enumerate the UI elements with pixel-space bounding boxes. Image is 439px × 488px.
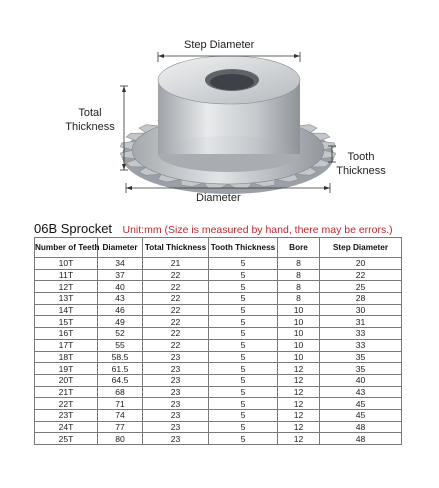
- table-cell: 48: [320, 433, 402, 445]
- table-row: [35, 269, 402, 281]
- table-cell: 12: [278, 421, 320, 433]
- table-row: [35, 258, 402, 270]
- table-cell: 19T: [35, 363, 98, 375]
- table-cell: 8: [278, 258, 320, 270]
- table-cell: 77: [98, 421, 143, 433]
- table-row: [35, 351, 402, 363]
- table-cell: 5: [209, 363, 278, 375]
- total-label-line2: Thickness: [65, 121, 115, 133]
- table-cell: 40: [98, 281, 143, 293]
- diameter-label: Diameter: [196, 192, 241, 204]
- tooth-label-line2: Thickness: [336, 165, 386, 177]
- table-cell: 43: [98, 293, 143, 305]
- table-cell: 22: [320, 269, 402, 281]
- table-cell: 22: [143, 316, 209, 328]
- table-cell: 33: [320, 339, 402, 351]
- table-cell: 80: [98, 433, 143, 445]
- table-cell: 12: [278, 363, 320, 375]
- total-label-line1: Total: [78, 107, 102, 119]
- table-cell: 25: [320, 281, 402, 293]
- table-cell: 18T: [35, 351, 98, 363]
- column-header: Total Thickness: [143, 238, 209, 258]
- table-cell: 12T: [35, 281, 98, 293]
- sprocket-figure: [0, 0, 439, 212]
- table-cell: 5: [209, 386, 278, 398]
- table-cell: 25T: [35, 433, 98, 445]
- step-diameter-label: Step Diameter: [184, 39, 255, 51]
- table-cell: 71: [98, 398, 143, 410]
- table-row: [35, 304, 402, 316]
- table-cell: 22: [143, 339, 209, 351]
- table-header-row: [35, 238, 402, 258]
- table-cell: 11T: [35, 269, 98, 281]
- table-cell: 5: [209, 316, 278, 328]
- table-row: [35, 421, 402, 433]
- table-cell: 15T: [35, 316, 98, 328]
- table-cell: 23: [143, 433, 209, 445]
- table-cell: 5: [209, 398, 278, 410]
- table-cell: 52: [98, 328, 143, 340]
- total-thickness-label: [64, 106, 116, 134]
- table-cell: 43: [320, 386, 402, 398]
- table-cell: 21: [143, 258, 209, 270]
- table-cell: 40: [320, 374, 402, 386]
- table-cell: 68: [98, 386, 143, 398]
- table-cell: 55: [98, 339, 143, 351]
- table-cell: 5: [209, 258, 278, 270]
- spec-table-container: [34, 237, 401, 445]
- column-header: Tooth Thickness: [209, 238, 278, 258]
- table-cell: 5: [209, 281, 278, 293]
- table-cell: 33: [320, 328, 402, 340]
- table-cell: 14T: [35, 304, 98, 316]
- table-cell: 22: [143, 269, 209, 281]
- table-cell: 5: [209, 328, 278, 340]
- table-cell: 5: [209, 433, 278, 445]
- table-cell: 10: [278, 339, 320, 351]
- table-cell: 12: [278, 386, 320, 398]
- table-cell: 45: [320, 398, 402, 410]
- table-cell: 20: [320, 258, 402, 270]
- table-cell: 21T: [35, 386, 98, 398]
- table-cell: 5: [209, 421, 278, 433]
- table-cell: 5: [209, 293, 278, 305]
- table-cell: 5: [209, 269, 278, 281]
- table-cell: 45: [320, 409, 402, 421]
- table-cell: 23T: [35, 409, 98, 421]
- table-cell: 61.5: [98, 363, 143, 375]
- table-cell: 22: [143, 281, 209, 293]
- table-cell: 23: [143, 398, 209, 410]
- table-cell: 5: [209, 304, 278, 316]
- table-cell: 10: [278, 316, 320, 328]
- table-cell: 8: [278, 293, 320, 305]
- table-cell: 13T: [35, 293, 98, 305]
- table-cell: 64.5: [98, 374, 143, 386]
- table-cell: 23: [143, 351, 209, 363]
- table-row: [35, 374, 402, 386]
- column-header: Diameter: [98, 238, 143, 258]
- table-row: [35, 293, 402, 305]
- table-row: [35, 363, 402, 375]
- table-cell: 23: [143, 421, 209, 433]
- column-header: Bore: [278, 238, 320, 258]
- table-cell: 5: [209, 374, 278, 386]
- table-cell: 48: [320, 421, 402, 433]
- table-row: [35, 398, 402, 410]
- table-cell: 10: [278, 351, 320, 363]
- table-cell: 12: [278, 398, 320, 410]
- table-cell: 5: [209, 339, 278, 351]
- table-cell: 46: [98, 304, 143, 316]
- table-cell: 34: [98, 258, 143, 270]
- table-row: [35, 281, 402, 293]
- table-cell: 23: [143, 386, 209, 398]
- spec-heading: [34, 220, 434, 236]
- table-row: [35, 316, 402, 328]
- table-cell: 22: [143, 293, 209, 305]
- table-cell: 23: [143, 363, 209, 375]
- tooth-thickness-label: [333, 150, 389, 178]
- table-cell: 22T: [35, 398, 98, 410]
- table-cell: 20T: [35, 374, 98, 386]
- table-cell: 49: [98, 316, 143, 328]
- spec-table: [34, 237, 402, 445]
- table-row: [35, 409, 402, 421]
- table-cell: 12: [278, 409, 320, 421]
- table-cell: 17T: [35, 339, 98, 351]
- table-cell: 35: [320, 351, 402, 363]
- table-cell: 22: [143, 304, 209, 316]
- table-cell: 30: [320, 304, 402, 316]
- table-cell: 37: [98, 269, 143, 281]
- table-cell: 22: [143, 328, 209, 340]
- table-cell: 12: [278, 433, 320, 445]
- table-cell: 58.5: [98, 351, 143, 363]
- tooth-label-line1: Tooth: [347, 151, 375, 163]
- table-cell: 35: [320, 363, 402, 375]
- unit-note: Unit:mm (Size is measured by hand, there may be errors.): [122, 224, 393, 236]
- table-cell: 5: [209, 351, 278, 363]
- table-cell: 31: [320, 316, 402, 328]
- table-cell: 74: [98, 409, 143, 421]
- table-cell: 8: [278, 281, 320, 293]
- table-cell: 23: [143, 409, 209, 421]
- table-cell: 12: [278, 374, 320, 386]
- product-title: 06B Sprocket: [34, 221, 113, 236]
- table-row: [35, 328, 402, 340]
- table-cell: 10: [278, 304, 320, 316]
- table-row: [35, 339, 402, 351]
- table-cell: 10: [278, 328, 320, 340]
- table-cell: 23: [143, 374, 209, 386]
- table-cell: 8: [278, 269, 320, 281]
- table-cell: 28: [320, 293, 402, 305]
- table-body: [35, 258, 402, 445]
- table-cell: 24T: [35, 421, 98, 433]
- table-cell: 5: [209, 409, 278, 421]
- table-row: [35, 386, 402, 398]
- table-row: [35, 433, 402, 445]
- table-cell: 10T: [35, 258, 98, 270]
- column-header: Step Diameter: [320, 238, 402, 258]
- table-cell: 16T: [35, 328, 98, 340]
- column-header: Number of Teeth: [35, 238, 98, 258]
